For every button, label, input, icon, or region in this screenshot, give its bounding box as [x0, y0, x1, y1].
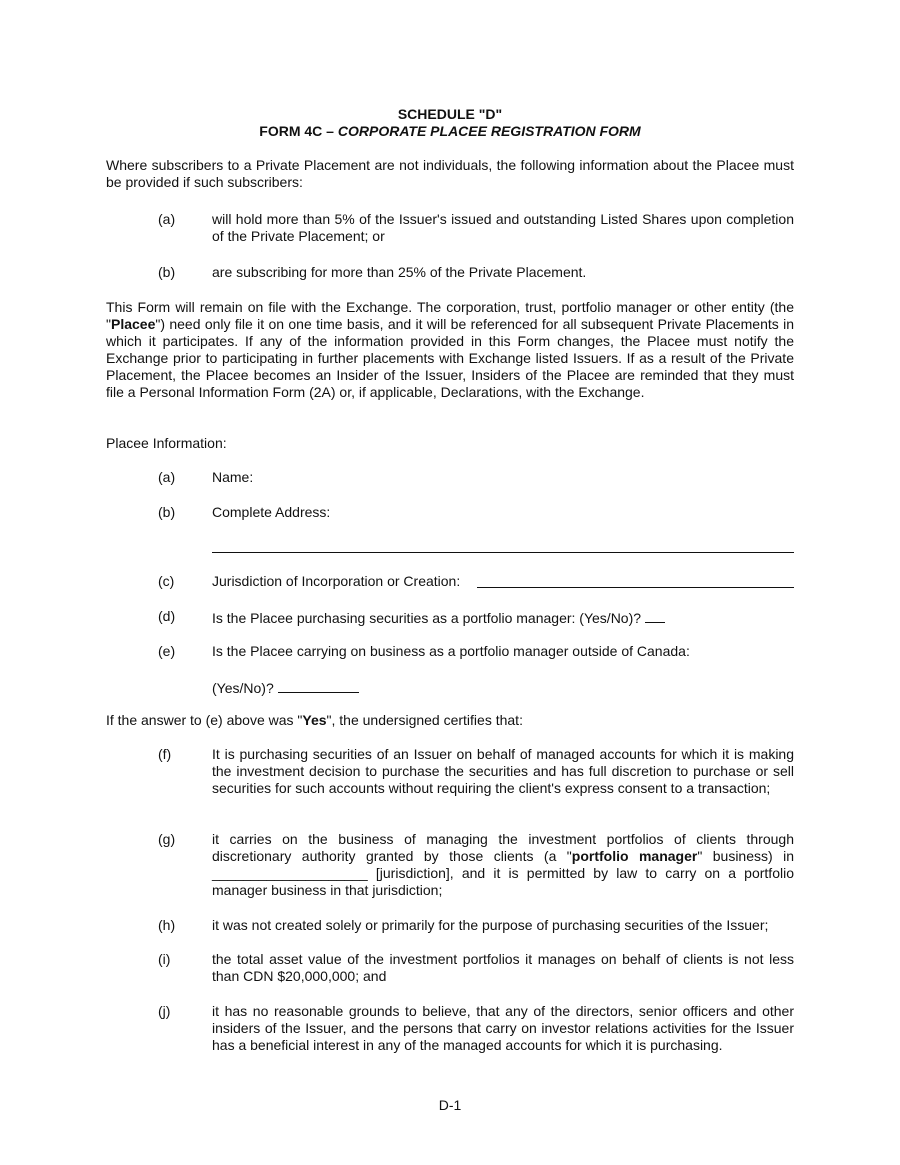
portfolio-manager-answer-line[interactable] [645, 608, 665, 623]
notice-part1: This Form will remain on file with the Exchange. The corporation, trust, portfolio manager or other entity (the " [106, 299, 794, 332]
address-label: Complete Address: [212, 504, 331, 520]
condition-label: (a) [158, 211, 176, 227]
notice-placee-term: Placee [110, 316, 156, 332]
cert-yes-term: Yes [302, 712, 327, 728]
cert-intro-part2: ", the undersigned certifies that: [326, 712, 523, 728]
schedule-title: SCHEDULE "D" [397, 106, 503, 122]
item-label: (d) [158, 608, 176, 624]
condition-text: are subscribing for more than 25% of the Private Placement. [212, 264, 587, 280]
cert-g-part3: [jurisdiction], and it is permitted by law to carry on a portfolio manager business in that jurisdiction; [212, 865, 794, 898]
address-input-line[interactable] [212, 552, 794, 553]
item-label: (b) [158, 504, 176, 520]
item-label: (c) [158, 573, 175, 589]
outside-canada-question: Is the Placee carrying on business as a portfolio manager outside of Canada: [212, 643, 690, 659]
certification-intro [106, 712, 794, 729]
cert-label: (i) [158, 951, 171, 967]
cert-text [212, 831, 794, 899]
condition-label: (b) [158, 264, 176, 280]
form-title-name: CORPORATE PLACEE REGISTRATION FORM [337, 123, 641, 139]
cert-text: It is purchasing securities of an Issuer on behalf of managed accounts for which it is making the investment decision to purchase the securities and has full discretion to purchase or sell securities for such accounts without requiring the client's express consent to a transaction; [212, 746, 794, 796]
notice-part2: ") need only file it on one time basis, and it will be referenced for all subsequent Private Placements in which it participates. If any of the information provided in this Form changes, the Placee must notify the Exchange prior to participating in further placements with Exchange listed Issuers. If as a result of the Private Placement, the Placee becomes an Insider of the Issuer, Insiders of the Placee are reminded that they must file a Personal Information Form (2A) or, if applicable, Declarations, with the Exchange. [106, 316, 794, 400]
cert-g-part2: " business) in [697, 848, 795, 864]
page-number: D-1 [438, 1097, 462, 1113]
cert-intro-part1: If the answer to (e) above was " [106, 712, 303, 728]
cert-text: the total asset value of the investment portfolios it manages on behalf of clients is not less than CDN $20,000,000; and [212, 951, 794, 984]
portfolio-manager-question [212, 608, 794, 627]
outside-canada-answer-line[interactable] [278, 678, 359, 693]
name-label: Name: [212, 469, 254, 485]
form-notice-paragraph [106, 299, 794, 401]
intro-paragraph: Where subscribers to a Private Placement are not individuals, the following information about the Placee must be provided if such subscribers: [106, 157, 794, 190]
item-label: (e) [158, 643, 176, 659]
condition-text: will hold more than 5% of the Issuer's issued and outstanding Listed Shares upon completion of the Private Placement; or [212, 211, 794, 244]
form-title [0, 123, 900, 140]
cert-label: (g) [158, 831, 176, 847]
outside-canada-answer [212, 678, 794, 697]
jurisdiction-label: Jurisdiction of Incorporation or Creation: [212, 573, 461, 589]
cert-g-part1: it carries on the business of managing the investment portfolios of clients through discretionary authority granted by those clients (a " [212, 831, 794, 864]
placee-info-heading: Placee Information: [106, 435, 227, 451]
jurisdiction-blank[interactable]: ____________________ [212, 865, 368, 881]
portfolio-manager-question-text: Is the Placee purchasing securities as a portfolio manager: (Yes/No)? [212, 610, 642, 626]
portfolio-manager-term: portfolio manager [571, 848, 698, 864]
cert-text: it was not created solely or primarily for the purpose of purchasing securities of the Issuer; [212, 917, 769, 933]
cert-text: it has no reasonable grounds to believe, that any of the directors, senior officers and other insiders of the Issuer, and the persons that carry on investor relations activities for the Issuer has a beneficial interest in any of the managed accounts for which it is purchasing. [212, 1003, 794, 1053]
jurisdiction-input-line[interactable] [477, 587, 794, 588]
item-label: (a) [158, 469, 176, 485]
cert-label: (h) [158, 917, 176, 933]
form-title-prefix: FORM 4C – [259, 123, 338, 139]
cert-label: (j) [158, 1003, 171, 1019]
cert-label: (f) [158, 746, 172, 762]
yes-no-prompt: (Yes/No)? [212, 680, 274, 696]
